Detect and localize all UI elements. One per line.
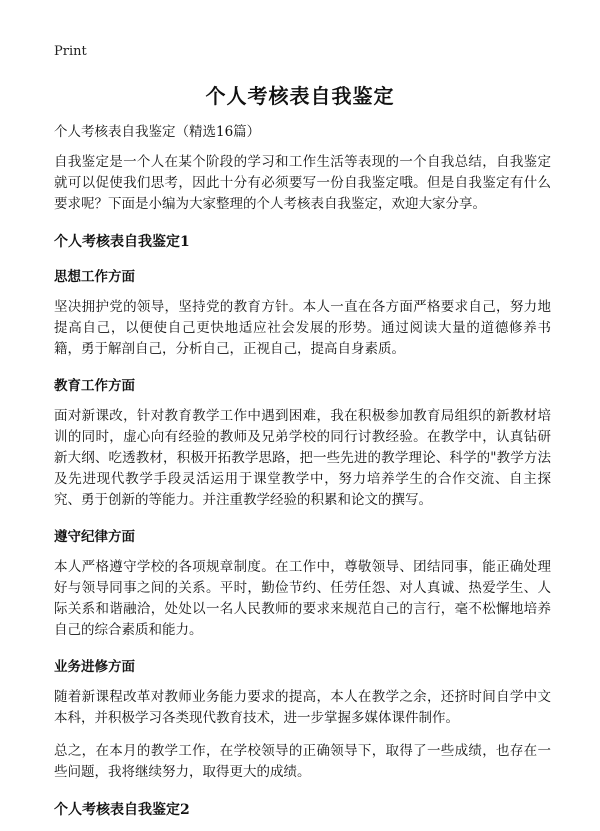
section-heading: 个人考核表自我鉴定2 (54, 802, 190, 818)
document-subtitle: 个人考核表自我鉴定（精选16篇） (54, 124, 261, 140)
document-body (54, 120, 551, 831)
conclusion-paragraph: 总之，在本月的教学工作，在学校领导的正确领导下，取得了一些成绩，也存在一些问题，我将继续努力，取得更大的成绩。 (54, 743, 551, 780)
document-title: 个人考核表自我鉴定 (205, 84, 395, 108)
subsection-title: 思想工作方面 (54, 269, 135, 285)
subsection-body: 本人严格遵守学校的各项规章制度。在工作中，尊敬领导、团结同事，能正确处理好与领导同事之间的关系。平时，勤俭节约、任劳任怨、对人真诚、热爱学生、人际关系和谐融洽，处处以一名人民教师的要求来规范自己的言行，毫不松懈地培养自己的综合素质和能力。 (54, 559, 551, 638)
subsection-body: 坚决拥护党的领导，坚持党的教育方针。本人一直在各方面严格要求自己，努力地提高自己，以便使自己更快地适应社会发展的形势。通过阅读大量的道德修养书籍，勇于解剖自己，分析自己，正视自己，提高自身素质。 (54, 299, 551, 357)
subsection-title: 教育工作方面 (54, 378, 135, 394)
subsection-body: 面对新课改，针对教育教学工作中遇到困难，我在积极参加教育局组织的新教材培训的同时，虚心向有经验的教师及兄弟学校的同行讨教经验。在教学中，认真钻研新大纲、吃透教材，积极开拓教学思路，把一些先进的教学理论、科学的"教学方法及先进现代教学手段灵活运用于课堂教学中，努力培养学生的合作交流、自主探究、勇于创新的等能力。并注重教学经验的积累和论文的撰写。 (54, 408, 551, 508)
subsection-title: 遵守纪律方面 (54, 529, 135, 545)
subsection-body: 随着新课程改革对教师业务能力要求的提高，本人在教学之余，还挤时间自学中文本科，并积极学习各类现代教育技术，进一步掌握多媒体课件制作。 (54, 689, 551, 726)
section-heading: 个人考核表自我鉴定1 (54, 234, 190, 250)
intro-paragraph: 自我鉴定是一个人在某个阶段的学习和工作生活等表现的一个自我总结，自我鉴定就可以促使我们思考，因此十分有必须要写一份自我鉴定哦。但是自我鉴定有什么要求呢？下面是小编为大家整理的个人考核表自我鉴定，欢迎大家分享。 (54, 154, 551, 212)
print-link[interactable]: Print (54, 44, 87, 59)
subsection-title: 业务进修方面 (54, 659, 135, 675)
